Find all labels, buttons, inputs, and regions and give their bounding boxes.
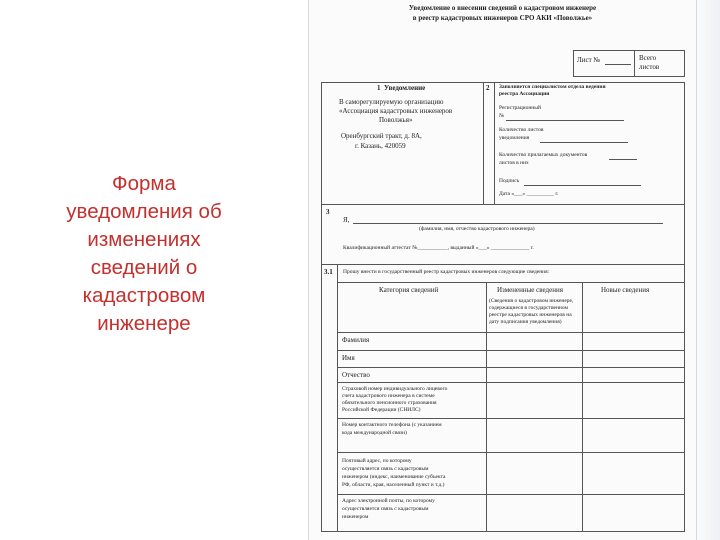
section31-title: Прошу внести в государственный реестр кадастровых инженеров следующие сведения:: [343, 269, 550, 275]
section1-number: 1: [377, 84, 381, 92]
row-label: Номер контактного телефона (с указанием: [342, 422, 442, 428]
row-label: Фамилия: [342, 336, 370, 344]
column-note: реестре кадастровых инженеров на: [489, 312, 572, 318]
rule: [321, 82, 685, 83]
rule: [573, 76, 684, 77]
rule: [321, 204, 685, 205]
row-label: осуществляется связь с кадастровым: [342, 466, 429, 472]
rule: [321, 531, 685, 532]
row-label: Отчество: [342, 371, 370, 379]
rule: [684, 82, 685, 532]
sheet-number-blank: [605, 56, 631, 65]
scanned-form: [308, 0, 697, 540]
column-header: Категория сведений: [379, 286, 439, 294]
section3-number: 3: [326, 208, 330, 216]
section2-title-line: реестра Ассоциации: [499, 91, 550, 97]
rule: [337, 264, 338, 532]
section3-line1: Я,: [343, 216, 350, 224]
row-label: кода международной связи): [342, 430, 407, 436]
rule: [337, 418, 685, 419]
caption-line: изменениях: [87, 228, 201, 251]
section2-field: Подпись: [499, 178, 520, 184]
section2-field: Регистрационный: [499, 105, 541, 111]
section2-number: 2: [486, 84, 490, 92]
section2-blank: [609, 159, 637, 160]
section1-address-line: В саморегулируемую организацию: [339, 98, 444, 106]
rule: [321, 264, 685, 265]
row-label: инженером (индекс, наименование субъекта: [342, 474, 446, 480]
section2-title-line: Заполняется специалистом отдела ведения: [499, 84, 606, 90]
section1-address-line: г. Казань, 420059: [355, 142, 406, 150]
caption-line: Форма: [112, 172, 176, 195]
rule: [337, 332, 685, 333]
section2-field: Дата «___» __________ г.: [499, 191, 559, 197]
section2-field: листов в них: [499, 160, 529, 166]
row-label: Российской Федерации (СНИЛС): [342, 407, 421, 413]
rule: [337, 350, 685, 351]
rule: [483, 82, 484, 204]
row-label: осуществляется связь с кадастровым: [342, 506, 429, 512]
rule: [337, 382, 685, 383]
rule: [337, 494, 685, 495]
row-label: счета кадастрового инженера в системе: [342, 393, 435, 399]
caption-line: инженере: [97, 312, 191, 335]
rule: [337, 282, 685, 283]
section3-blank: [353, 223, 663, 224]
section1-address-line: Поволжья»: [379, 116, 413, 124]
form-title-line2: в реестр кадастровых инженеров СРО АКИ «Поволжье»: [412, 14, 593, 22]
row-label: инженером: [342, 514, 369, 520]
section2-field: Количество листов: [499, 127, 544, 133]
caption-line: кадастровом: [82, 284, 206, 307]
section2-blank: [540, 142, 628, 143]
row-label: обязательного пенсионного страхования: [342, 400, 437, 406]
rule: [573, 50, 574, 77]
section3-hint: (фамилия, имя, отчество кадастрового инженера): [419, 226, 535, 232]
section1-address-line: «Ассоциация кадастровых инженеров: [339, 107, 453, 115]
section2-blank: [524, 185, 641, 186]
section2-field: №: [499, 113, 505, 119]
section2-blank: [506, 120, 624, 121]
section1-address-line: Оренбургский тракт, д. 8А,: [341, 132, 422, 140]
rule: [634, 50, 635, 77]
section3-line2: Квалификационный аттестат №___________, выданный «___» ______________ г.: [343, 245, 534, 251]
rule: [573, 50, 684, 51]
column-note: содержащиеся в государственном: [489, 305, 568, 311]
rule: [494, 82, 495, 204]
section2-field: уведомления: [499, 135, 530, 141]
slide-caption: [28, 170, 260, 338]
form-title-line1: Уведомление о внесении сведений о кадастровом инженере: [408, 4, 597, 12]
column-note: дату подписания уведомления): [489, 319, 562, 325]
caption-line: уведомления об: [66, 200, 222, 223]
column-header: Новые сведения: [601, 286, 650, 294]
column-header: Измененные сведения: [497, 286, 563, 294]
row-label: РФ, области, края, населенный пункт и т.д.): [342, 482, 445, 488]
row-label: Адрес электронной почты, по которому: [342, 498, 435, 504]
rule: [684, 50, 685, 77]
rule: [337, 452, 685, 453]
section1-title: Уведомление: [384, 84, 426, 92]
rule: [321, 82, 322, 532]
row-label: Почтовый адрес, по которому: [342, 458, 412, 464]
column-note: (Сведения о кадастровом инженере,: [489, 298, 574, 304]
caption-line: сведений о: [90, 256, 198, 279]
section31-number: 3.1: [324, 268, 333, 276]
rule: [337, 367, 685, 368]
section2-field: Количество прилагаемых документов: [499, 152, 588, 158]
row-label: Страховой номер индивидуального лицевого: [342, 386, 448, 392]
sheets-total-label2: листов: [639, 63, 660, 71]
row-label: Имя: [342, 354, 355, 362]
sheet-number-label: Лист №: [577, 56, 601, 64]
sheets-total-label: Всего: [639, 54, 657, 62]
